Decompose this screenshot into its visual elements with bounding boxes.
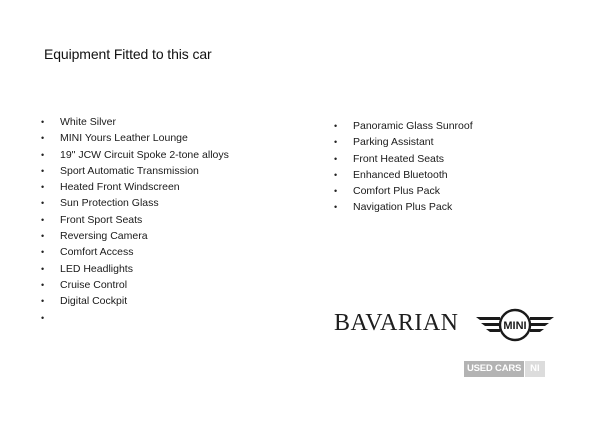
equipment-label: LED Headlights	[60, 262, 133, 275]
page-title: Equipment Fitted to this car	[44, 46, 212, 62]
equipment-list-left	[41, 114, 301, 326]
bullet-icon: •	[334, 137, 338, 148]
mini-logo-text: MINI	[503, 320, 527, 332]
list-item	[334, 134, 554, 150]
used-cars-badge	[464, 361, 545, 377]
bullet-icon: •	[334, 202, 338, 213]
list-item	[41, 195, 301, 211]
bullet-icon: •	[334, 169, 338, 180]
equipment-label: Front Sport Seats	[60, 213, 143, 226]
list-item	[41, 163, 301, 179]
equipment-label: White Silver	[60, 116, 117, 128]
bullet-icon: •	[334, 186, 338, 197]
bullet-icon: •	[41, 247, 45, 258]
bullet-icon: •	[41, 263, 45, 274]
list-item-empty	[41, 310, 301, 326]
equipment-label: Panoramic Glass Sunroof	[353, 120, 473, 132]
equipment-label: MINI Yours Leather Lounge	[60, 132, 188, 145]
bullet-icon: •	[41, 279, 45, 290]
bullet-icon: •	[41, 214, 45, 225]
list-item	[41, 212, 301, 228]
equipment-label: Enhanced Bluetooth	[353, 168, 448, 181]
used-cars-label: USED CARS	[464, 361, 524, 377]
list-item	[334, 167, 554, 183]
equipment-label: Parking Assistant	[353, 136, 434, 149]
list-item	[41, 147, 301, 163]
equipment-label: Sport Automatic Transmission	[60, 164, 199, 177]
list-item	[334, 151, 554, 167]
mini-wings-logo-icon	[476, 308, 554, 344]
dealer-logo-text: BAVARIAN	[334, 310, 459, 336]
list-item	[41, 179, 301, 195]
list-item	[41, 277, 301, 293]
bullet-icon: •	[41, 133, 45, 144]
bullet-icon: •	[41, 182, 45, 193]
bullet-icon: •	[334, 153, 338, 164]
equipment-label: Digital Cockpit	[60, 295, 128, 308]
bullet-icon: •	[41, 312, 45, 323]
equipment-label: Reversing Camera	[60, 230, 148, 243]
list-item	[334, 118, 554, 134]
bullet-icon: •	[41, 117, 45, 127]
list-item	[41, 244, 301, 260]
list-item	[41, 228, 301, 244]
equipment-label: Cruise Control	[60, 278, 128, 291]
list-item	[334, 183, 554, 199]
list-item	[41, 130, 301, 146]
equipment-label: Navigation Plus Pack	[353, 201, 453, 214]
equipment-label: Front Heated Seats	[353, 152, 445, 165]
bullet-icon: •	[41, 296, 45, 307]
bullet-icon: •	[41, 231, 45, 242]
equipment-list-right	[334, 118, 554, 216]
bullet-icon: •	[41, 198, 45, 209]
bullet-icon: •	[334, 121, 338, 131]
equipment-label: Comfort Access	[60, 246, 134, 259]
equipment-label: Comfort Plus Pack	[353, 185, 440, 198]
equipment-label: Heated Front Windscreen	[60, 181, 180, 194]
list-item	[41, 261, 301, 277]
list-item	[41, 293, 301, 309]
list-item	[334, 199, 554, 215]
bullet-icon: •	[41, 149, 45, 160]
equipment-label: Sun Protection Glass	[60, 197, 159, 210]
equipment-label: 19" JCW Circuit Spoke 2-tone alloys	[60, 148, 229, 161]
list-item	[41, 114, 301, 130]
region-label: NI	[525, 361, 545, 377]
bullet-icon: •	[41, 165, 45, 176]
